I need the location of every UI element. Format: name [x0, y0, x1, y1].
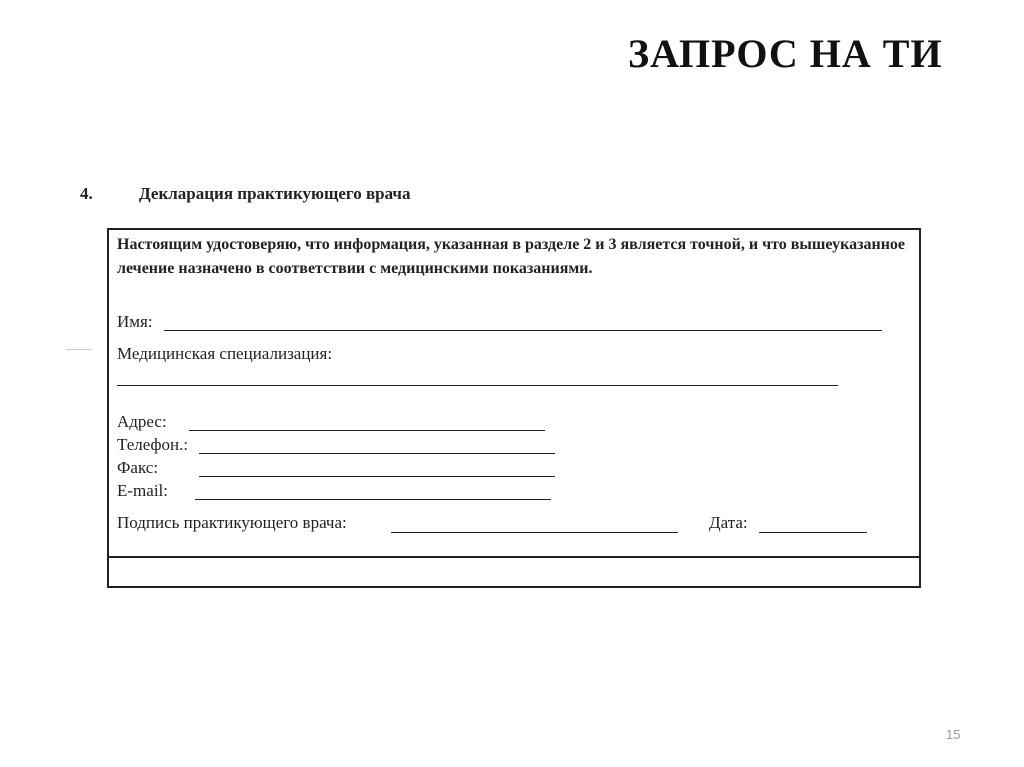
- fax-underline: [199, 476, 555, 477]
- address-underline: [189, 430, 545, 431]
- email-underline: [195, 499, 551, 500]
- fax-label: Факс:: [117, 458, 159, 477]
- page-number: 15: [946, 727, 961, 742]
- declaration-text: Настоящим удостоверяю, что информация, указанная в разделе 2 и 3 является точной, и что вышеуказанное лечение назначено в соответствии с медицинскими показаниями.: [117, 236, 906, 277]
- phone-underline: [199, 453, 555, 454]
- date-underline: [759, 532, 867, 533]
- name-underline: [164, 330, 882, 331]
- signature-underline: [391, 532, 678, 533]
- name-label: Имя:: [117, 312, 153, 331]
- slide-title: ЗАПРОС НА ТИ: [628, 31, 943, 76]
- section-title: Декларация практикующего врача: [139, 184, 411, 203]
- form-divider: [109, 556, 919, 558]
- address-label: Адрес:: [117, 412, 167, 431]
- date-label: Дата:: [709, 513, 748, 532]
- specialization-label: Медицинская специализация:: [117, 344, 333, 363]
- signature-label: Подпись практикующего врача:: [117, 513, 347, 532]
- declaration-form: [107, 228, 921, 588]
- phone-label: Телефон.:: [117, 435, 189, 454]
- section-number: 4.: [80, 184, 93, 203]
- email-label: E-mail:: [117, 481, 168, 500]
- specialization-underline: [117, 385, 838, 386]
- margin-mark: [66, 349, 92, 350]
